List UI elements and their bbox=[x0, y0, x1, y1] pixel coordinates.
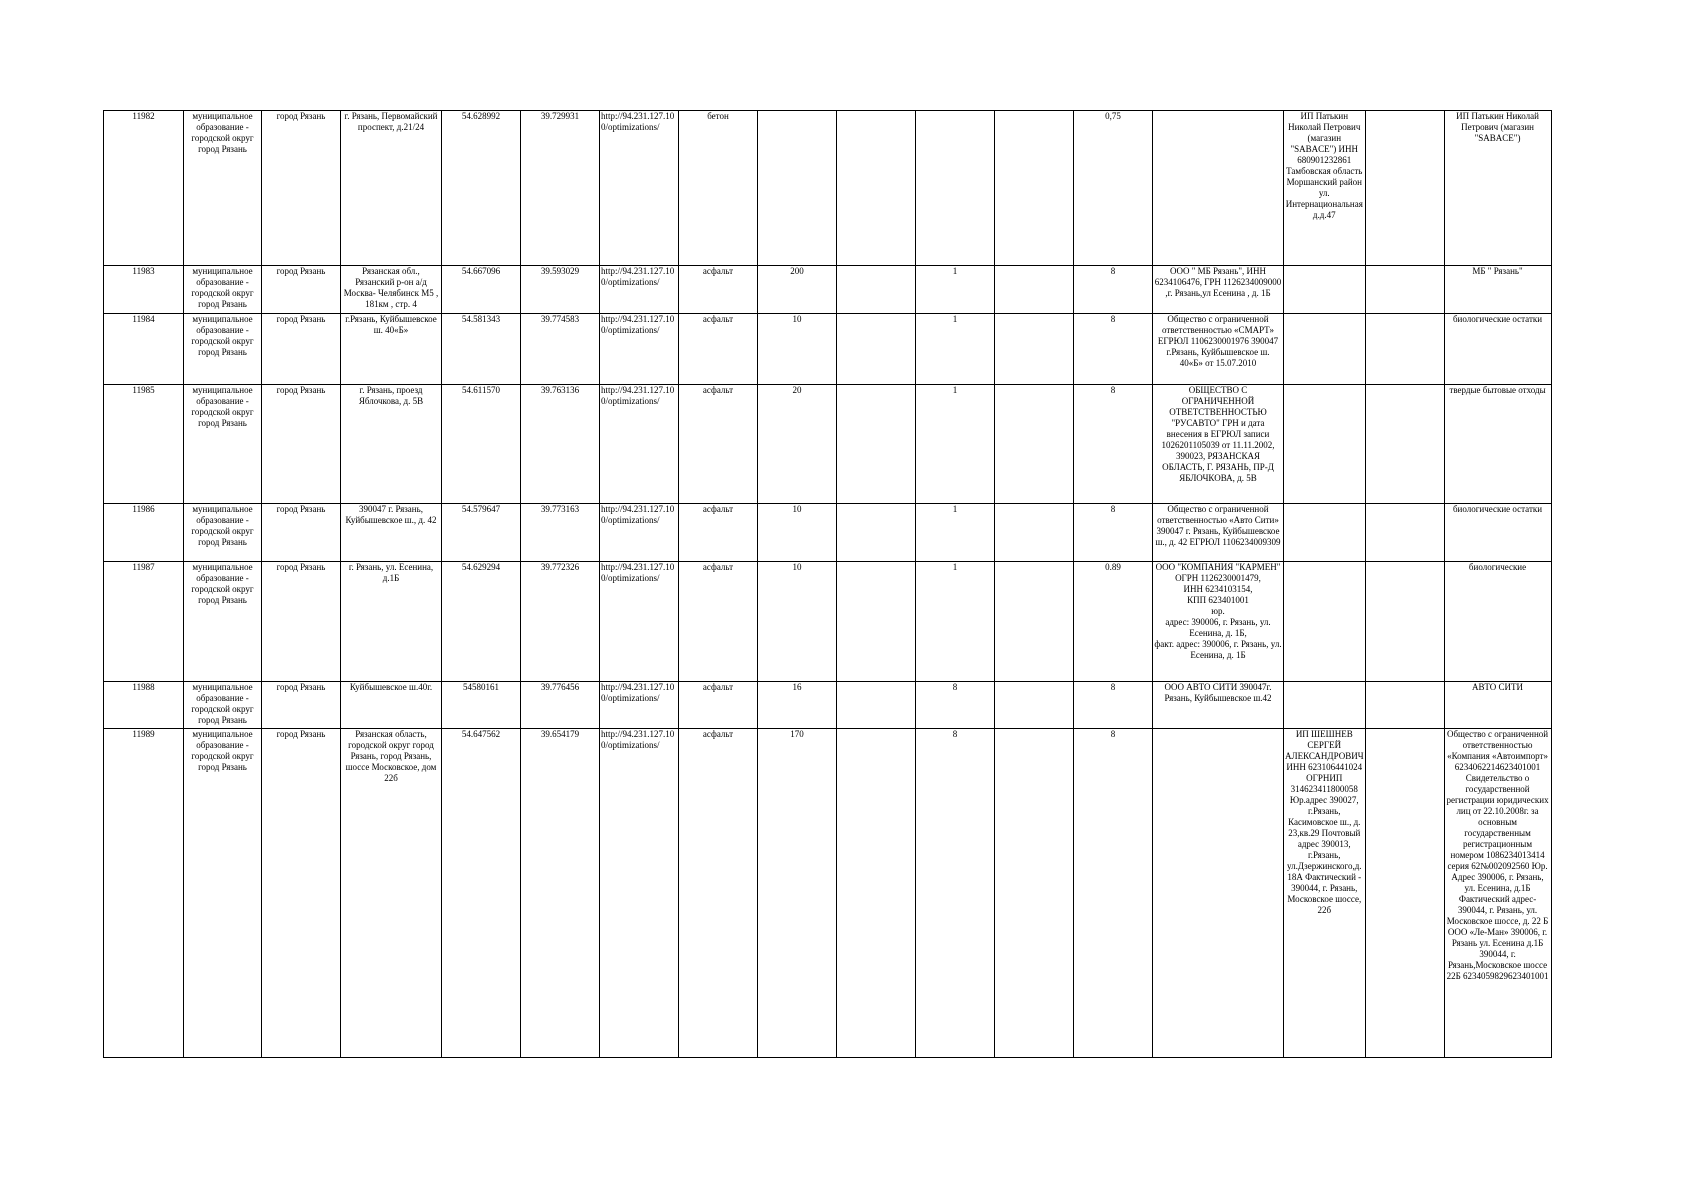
address-cell: Рязанская область, городской округ город Рязань, город Рязань, шоссе Московское, дом 22б bbox=[341, 729, 442, 1058]
empty-cell bbox=[1365, 504, 1444, 562]
longitude-cell: 39.729931 bbox=[521, 111, 600, 266]
latitude-cell: 54.647562 bbox=[442, 729, 521, 1058]
empty-cell bbox=[837, 504, 916, 562]
area-cell: 200 bbox=[758, 266, 837, 314]
record-id-cell: 11982 bbox=[104, 111, 184, 266]
registry-table bbox=[103, 110, 1552, 1058]
municipality-cell: муниципальное образование - городской округ город Рязань bbox=[184, 562, 262, 682]
record-id-cell: 11986 bbox=[104, 504, 184, 562]
area-cell: 10 bbox=[758, 504, 837, 562]
empty-cell bbox=[837, 266, 916, 314]
empty-cell bbox=[1365, 111, 1444, 266]
area-cell: 170 bbox=[758, 729, 837, 1058]
longitude-cell: 39.772326 bbox=[521, 562, 600, 682]
table-row bbox=[104, 111, 1552, 266]
volume-cell: 8 bbox=[1074, 729, 1153, 1058]
table-row bbox=[104, 504, 1552, 562]
waste-source-cell: твердые бытовые отходы bbox=[1444, 385, 1551, 504]
surface-cell: асфальт bbox=[679, 385, 758, 504]
municipality-cell: муниципальное образование - городской округ город Рязань bbox=[184, 314, 262, 385]
city-cell: город Рязань bbox=[262, 314, 341, 385]
latitude-cell: 54580161 bbox=[442, 682, 521, 729]
area-cell: 20 bbox=[758, 385, 837, 504]
record-id-cell: 11984 bbox=[104, 314, 184, 385]
volume-cell: 0,75 bbox=[1074, 111, 1153, 266]
waste-source-cell: биологические остатки bbox=[1444, 504, 1551, 562]
empty-cell bbox=[1365, 682, 1444, 729]
city-cell: город Рязань bbox=[262, 504, 341, 562]
longitude-cell: 39.593029 bbox=[521, 266, 600, 314]
address-cell: г. Рязань, ул. Есенина, д.1Б bbox=[341, 562, 442, 682]
container-count-cell bbox=[916, 111, 995, 266]
operator-cell bbox=[1284, 314, 1366, 385]
city-cell: город Рязань bbox=[262, 385, 341, 504]
owner-cell: ООО АВТО СИТИ 390047г. Рязань, Куйбышевское ш.42 bbox=[1153, 682, 1284, 729]
municipality-cell: муниципальное образование - городской округ город Рязань bbox=[184, 682, 262, 729]
volume-cell: 8 bbox=[1074, 314, 1153, 385]
waste-source-cell: Общество с ограниченной ответственностью «Компания «Автоимпорт» 6234062214623401001 Свидетельство о государственной регистрации юридических лиц от 22.10.2008г. за основным государственным регистрационным номером 1086234013414 серия 62№002092560 Юр. Адрес 390006, г. Рязань, ул. Есенина, д.1Б Фактический адрес- 390044, г. Рязань, ул. Московское шоссе, д. 22 Б ООО «Ле-Ман» 390006, г. Рязань ул. Есенина д.1Б 390044, г. Рязань,Московское шоссе 22Б 6234059829623401001 bbox=[1444, 729, 1551, 1058]
owner-cell: ООО "КОМПАНИЯ "КАРМЕН" ОГРН 1126230001479, ИНН 6234103154, КПП 623401001 юр. адрес: 390006, г. Рязань, ул. Есенина, д. 1Б, факт. адрес: 390006, г. Рязань, ул. Есенина, д. 1Б bbox=[1153, 562, 1284, 682]
empty-cell bbox=[995, 504, 1074, 562]
record-id-cell: 11987 bbox=[104, 562, 184, 682]
empty-cell bbox=[995, 385, 1074, 504]
url-cell: http://94.231.127.100/optimizations/ bbox=[600, 504, 679, 562]
url-cell: http://94.231.127.100/optimizations/ bbox=[600, 682, 679, 729]
municipality-cell: муниципальное образование - городской округ город Рязань bbox=[184, 729, 262, 1058]
municipality-cell: муниципальное образование - городской округ город Рязань bbox=[184, 385, 262, 504]
url-cell: http://94.231.127.100/optimizations/ bbox=[600, 562, 679, 682]
waste-source-cell: биологические bbox=[1444, 562, 1551, 682]
table-row bbox=[104, 729, 1552, 1058]
url-cell: http://94.231.127.100/optimizations/ bbox=[600, 111, 679, 266]
empty-cell bbox=[837, 111, 916, 266]
city-cell: город Рязань bbox=[262, 111, 341, 266]
surface-cell: асфальт bbox=[679, 504, 758, 562]
url-cell: http://94.231.127.100/optimizations/ bbox=[600, 729, 679, 1058]
empty-cell bbox=[1365, 385, 1444, 504]
surface-cell: асфальт bbox=[679, 729, 758, 1058]
waste-source-cell: ИП Патькин Николай Петрович (магазин "SABACE") bbox=[1444, 111, 1551, 266]
latitude-cell: 54.667096 bbox=[442, 266, 521, 314]
longitude-cell: 39.773163 bbox=[521, 504, 600, 562]
empty-cell bbox=[995, 314, 1074, 385]
operator-cell: ИП ШЕШНЕВ СЕРГЕЙ АЛЕКСАНДРОВИЧ ИНН 623106441024 ОГРНИП 314623411800058 Юр.адрес 390027, г.Рязань, Касимовское ш., д. 23,кв.29 Почтовый адрес 390013, г.Рязань, ул.Дзержинского,д. 18А Фактический - 390044, г. Рязань, Московское шоссе, 22б bbox=[1284, 729, 1366, 1058]
container-count-cell: 8 bbox=[916, 682, 995, 729]
waste-source-cell: МБ " Рязань" bbox=[1444, 266, 1551, 314]
volume-cell: 8 bbox=[1074, 266, 1153, 314]
empty-cell bbox=[1365, 314, 1444, 385]
volume-cell: 8 bbox=[1074, 504, 1153, 562]
waste-source-cell: АВТО СИТИ bbox=[1444, 682, 1551, 729]
owner-cell bbox=[1153, 111, 1284, 266]
longitude-cell: 39.774583 bbox=[521, 314, 600, 385]
empty-cell bbox=[1365, 266, 1444, 314]
address-cell: Рязанская обл., Рязанский р-он а/д Москва- Челябинск М5 , 181км , стр. 4 bbox=[341, 266, 442, 314]
operator-cell bbox=[1284, 266, 1366, 314]
volume-cell: 0.89 bbox=[1074, 562, 1153, 682]
url-cell: http://94.231.127.100/optimizations/ bbox=[600, 314, 679, 385]
empty-cell bbox=[837, 729, 916, 1058]
city-cell: город Рязань bbox=[262, 562, 341, 682]
empty-cell bbox=[995, 266, 1074, 314]
record-id-cell: 11989 bbox=[104, 729, 184, 1058]
operator-cell bbox=[1284, 385, 1366, 504]
surface-cell: асфальт bbox=[679, 266, 758, 314]
empty-cell bbox=[837, 314, 916, 385]
city-cell: город Рязань bbox=[262, 266, 341, 314]
empty-cell bbox=[837, 385, 916, 504]
container-count-cell: 1 bbox=[916, 562, 995, 682]
empty-cell bbox=[995, 111, 1074, 266]
empty-cell bbox=[837, 682, 916, 729]
latitude-cell: 54.579647 bbox=[442, 504, 521, 562]
volume-cell: 8 bbox=[1074, 385, 1153, 504]
address-cell: г. Рязань, проезд Яблочкова, д. 5В bbox=[341, 385, 442, 504]
table-row bbox=[104, 682, 1552, 729]
address-cell: 390047 г. Рязань, Куйбышевское ш., д. 42 bbox=[341, 504, 442, 562]
owner-cell: ОБЩЕСТВО С ОГРАНИЧЕННОЙ ОТВЕТСТВЕННОСТЬЮ "РУСАВТО" ГРН и дата внесения в ЕГРЮЛ записи 1026201105039 от 11.11.2002, 390023, РЯЗАНСКАЯ ОБЛАСТЬ, Г. РЯЗАНЬ, ПР-Д ЯБЛОЧКОВА, д. 5В bbox=[1153, 385, 1284, 504]
latitude-cell: 54.628992 bbox=[442, 111, 521, 266]
longitude-cell: 39.776456 bbox=[521, 682, 600, 729]
surface-cell: бетон bbox=[679, 111, 758, 266]
surface-cell: асфальт bbox=[679, 682, 758, 729]
empty-cell bbox=[837, 562, 916, 682]
container-count-cell: 1 bbox=[916, 385, 995, 504]
area-cell: 10 bbox=[758, 562, 837, 682]
municipality-cell: муниципальное образование - городской округ город Рязань bbox=[184, 111, 262, 266]
empty-cell bbox=[995, 682, 1074, 729]
address-cell: г. Рязань, Первомайский проспект, д.21/24 bbox=[341, 111, 442, 266]
latitude-cell: 54.611570 bbox=[442, 385, 521, 504]
record-id-cell: 11988 bbox=[104, 682, 184, 729]
empty-cell bbox=[995, 729, 1074, 1058]
url-cell: http://94.231.127.100/optimizations/ bbox=[600, 266, 679, 314]
area-cell: 16 bbox=[758, 682, 837, 729]
waste-source-cell: биологические остатки bbox=[1444, 314, 1551, 385]
empty-cell bbox=[1365, 562, 1444, 682]
record-id-cell: 11983 bbox=[104, 266, 184, 314]
record-id-cell: 11985 bbox=[104, 385, 184, 504]
surface-cell: асфальт bbox=[679, 314, 758, 385]
empty-cell bbox=[1365, 729, 1444, 1058]
latitude-cell: 54.581343 bbox=[442, 314, 521, 385]
container-count-cell: 8 bbox=[916, 729, 995, 1058]
area-cell: 10 bbox=[758, 314, 837, 385]
table-row bbox=[104, 266, 1552, 314]
url-cell: http://94.231.127.100/optimizations/ bbox=[600, 385, 679, 504]
municipality-cell: муниципальное образование - городской округ город Рязань bbox=[184, 504, 262, 562]
longitude-cell: 39.763136 bbox=[521, 385, 600, 504]
empty-cell bbox=[995, 562, 1074, 682]
table-row bbox=[104, 562, 1552, 682]
container-count-cell: 1 bbox=[916, 504, 995, 562]
operator-cell bbox=[1284, 504, 1366, 562]
table-row bbox=[104, 385, 1552, 504]
address-cell: Куйбышевское ш.40г. bbox=[341, 682, 442, 729]
city-cell: город Рязань bbox=[262, 682, 341, 729]
address-cell: г.Рязань, Куйбышевское ш. 40«Б» bbox=[341, 314, 442, 385]
municipality-cell: муниципальное образование - городской округ город Рязань bbox=[184, 266, 262, 314]
operator-cell bbox=[1284, 562, 1366, 682]
container-count-cell: 1 bbox=[916, 314, 995, 385]
container-count-cell: 1 bbox=[916, 266, 995, 314]
city-cell: город Рязань bbox=[262, 729, 341, 1058]
latitude-cell: 54.629294 bbox=[442, 562, 521, 682]
volume-cell: 8 bbox=[1074, 682, 1153, 729]
table-row bbox=[104, 314, 1552, 385]
longitude-cell: 39.654179 bbox=[521, 729, 600, 1058]
owner-cell: ООО " МБ Рязань", ИНН 6234106476, ГРН 1126234009000 ,г. Рязань,ул Есенина , д. 1Б bbox=[1153, 266, 1284, 314]
surface-cell: асфальт bbox=[679, 562, 758, 682]
area-cell bbox=[758, 111, 837, 266]
owner-cell: Общество с ограниченной ответственностью «СМАРТ» ЕГРЮЛ 1106230001976 390047 г.Рязань, Куйбышевское ш. 40«Б» от 15.07.2010 bbox=[1153, 314, 1284, 385]
operator-cell bbox=[1284, 682, 1366, 729]
owner-cell: Общество с ограниченной ответственностью «Авто Сити» 390047 г. Рязань, Куйбышевское ш., д. 42 ЕГРЮЛ 1106234009309 bbox=[1153, 504, 1284, 562]
operator-cell: ИП Патькин Николай Петрович (магазин "SABACE") ИНН 680901232861 Тамбовская область Моршанский район ул. Интернациональная д.д.47 bbox=[1284, 111, 1366, 266]
owner-cell bbox=[1153, 729, 1284, 1058]
